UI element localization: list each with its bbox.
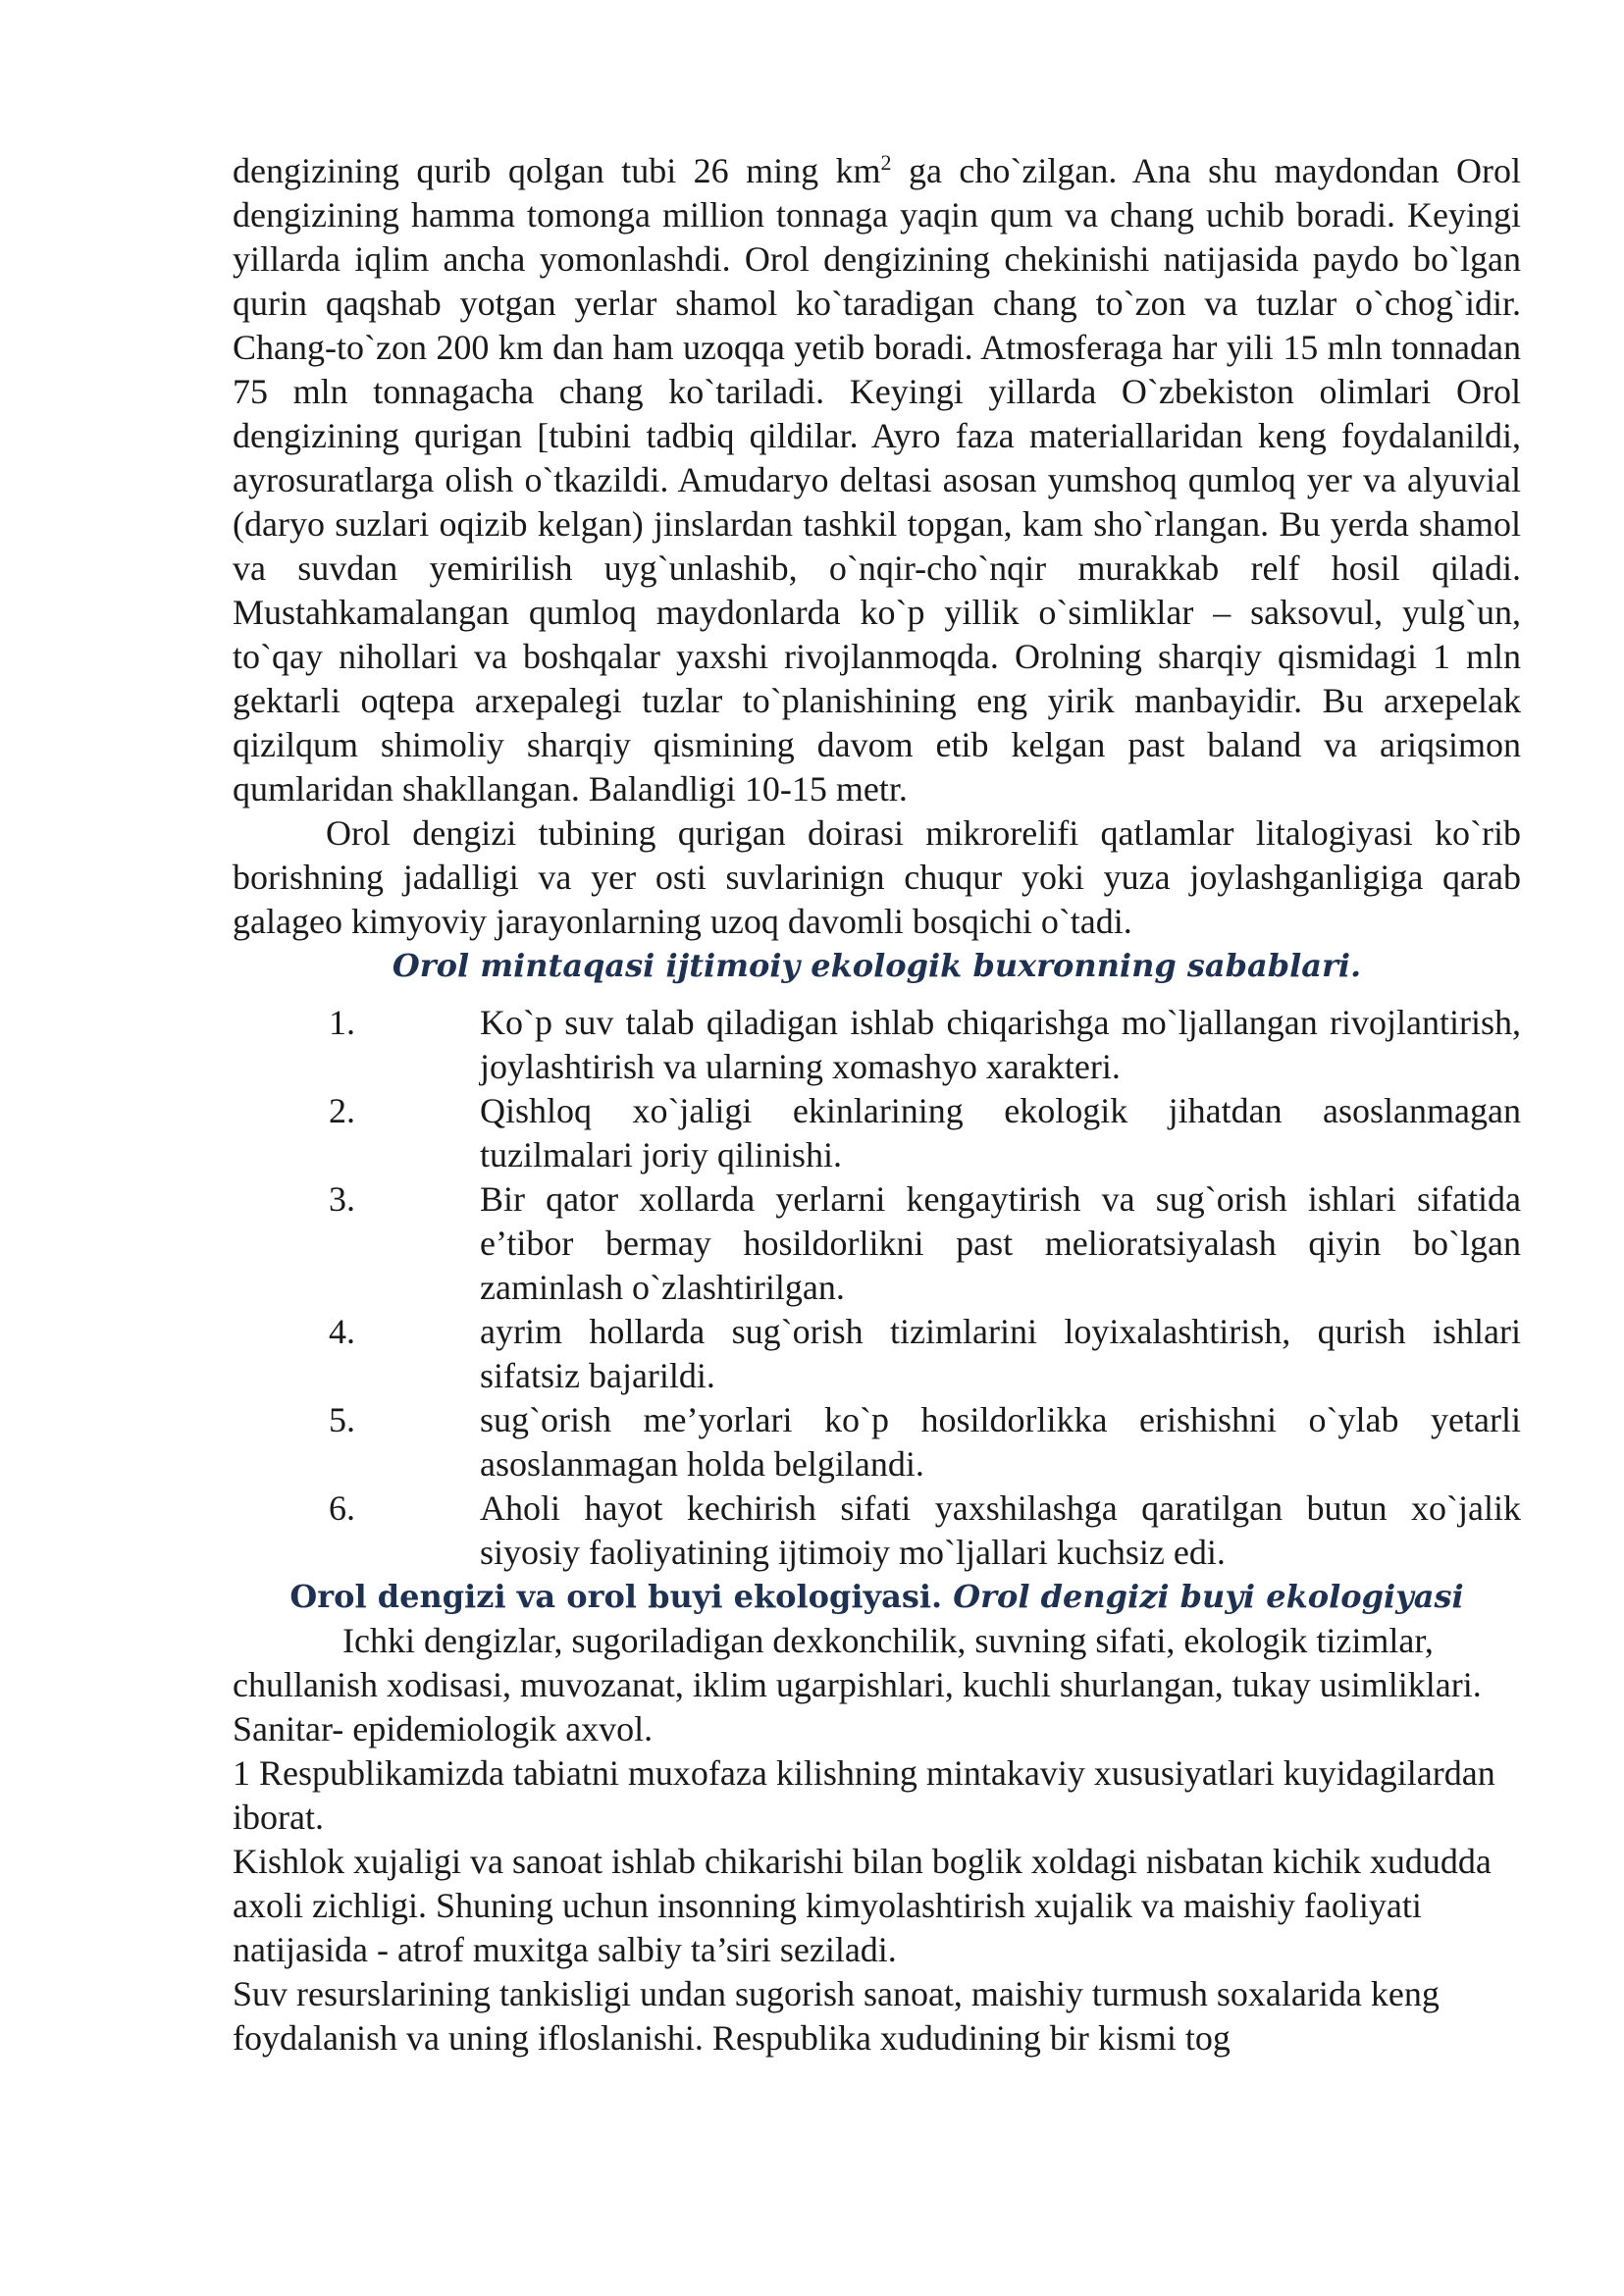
- intro-paragraph: [233, 149, 1521, 811]
- list-text: Ko`p suv talab qiladigan ishlab chiqarishga mo`ljallangan rivojlantirish, joylashtirish va ularning xomashyo xarakteri.: [480, 1003, 1521, 1086]
- paragraph-kishlok: Kishlok xujaligi va sanoat ishlab chikarishi bilan boglik xoldagi nisbatan kichik xududda axoli zichligi. Shuning uchun insonning kimyolashtirish xujalik va maishiy faoliyati natijasida - atrof muxitga salbiy ta’siri seziladi.: [233, 1842, 1492, 1969]
- list-item: [233, 1089, 1521, 1177]
- list-text: ayrim hollarda sug`orish tizimlarini loyixalashtirish, qurish ishlari sifatsiz bajarildi.: [480, 1312, 1521, 1395]
- section-heading-1: Orol mintaqasi ijtimoiy ekologik buxronning sabablari.: [392, 947, 1362, 984]
- list-number: 2.: [329, 1091, 355, 1130]
- list-item: [233, 1177, 1521, 1310]
- list-number: 3.: [329, 1179, 355, 1219]
- list-text: Qishloq xo`jaligi ekinlarining ekologik jihatdan asoslanmagan tuzilmalari joriy qilinishi.: [480, 1091, 1521, 1174]
- heading2-bold: Orol dengizi va orol buyi ekologiyasi.: [289, 1578, 943, 1615]
- paragraph-2: Orol dengizi tubining qurigan doirasi mikrorelifi qatlamlar litalogiyasi ko`rib borishning jadalligi va yer osti suvlarinign chuqur yoki yuza joylashganligiga qarab galageo kimyoviy jarayonlarning uzoq davomli bosqichi o`tadi.: [233, 813, 1521, 941]
- document-page: [233, 149, 1521, 2061]
- intro-text-2: ga cho`zilgan. Ana shu maydondan Orol dengizining hamma tomonga million tonnaga yaqin qum va chang uchib boradi. Keyingi yillarda iqlim ancha yomonlashdi. Orol dengizining chekinishi natijasida paydo bo`lgan qurin qaqshab yotgan yerlar shamol ko`taradigan chang to`zon va tuzlar o`chog`idir. Chang-to`zon 200 km dan ham uzoqqa yetib boradi. Atmosferaga har yili 15 mln tonnadan 75 mln tonnagacha chang ko`tariladi. Keyingi yillarda O`zbekiston olimlari Orol dengizining qurigan [tubini tadbiq qildilar. Ayro faza materiallaridan keng foydalanildi, ayrosuratlarga olish o`tkazildi. Amudaryo deltasi asosan yumshoq qumloq yer va alyuvial (daryo suzlari oqizib kelgan) jinslardan tashkil topgan, kam sho`rlangan. Bu yerda shamol va suvdan yemirilish uyg`unlashib, o`nqir-cho`nqir murakkab relf hosil qiladi. Mustahkamalangan qumloq maydonlarda ko`p yillik o`simliklar – saksovul, yulg`un, to`qay nihollari va boshqalar yaxshi rivojlanmoqda. Orolning sharqiy qismidagi 1 mln gektarli oqtepa arxepalegi tuzlar to`planishining eng yirik manbayidir. Bu arxepelak qizilqum shimoliy sharqiy qismining davom etib kelgan past baland va ariqsimon qumlaridan shakllangan. Balandligi 10-15 metr.: [233, 151, 1521, 809]
- heading2-italic: Orol dengizi buyi ekologiyasi: [942, 1578, 1464, 1615]
- list-item: [233, 1487, 1521, 1575]
- intro-text-1: dengizining qurib qolgan tubi 26 ming km: [233, 151, 881, 190]
- list-text: sug`orish me’yorlari ko`p hosildorlikka erishishni o`ylab yetarli asoslanmagan holda belgilandi.: [480, 1400, 1521, 1484]
- list-number: 4.: [329, 1312, 355, 1351]
- causes-list: [233, 1001, 1521, 1575]
- superscript-2: 2: [880, 150, 892, 175]
- paragraph-suv: Suv resurslarining tankisligi undan sugorish sanoat, maishiy turmush soxalarida keng foydalanish va uning ifloslanishi. Respublika xududining bir kismi tog: [233, 1974, 1440, 2058]
- list-item: [233, 1310, 1521, 1398]
- list-text: Aholi hayot kechirish sifati yaxshilashga qaratilgan butun xo`jalik siyosiy faoliyatining ijtimoiy mo`ljallari kuchsiz edi.: [480, 1488, 1521, 1572]
- paragraph-respublika: 1 Respublikamizda tabiatni muxofaza kilishning mintakaviy xususiyatlari kuyidagilardan iborat.: [233, 1753, 1495, 1837]
- keywords-paragraph: Ichki dengizlar, sugoriladigan dexkonchilik, suvning sifati, ekologik tizimlar, chullanish xodisasi, muvozanat, iklim ugarpishlari, kuchli shurlangan, tukay usimliklari. Sanitar- epidemiologik axvol.: [233, 1621, 1482, 1748]
- section-heading-2: [233, 1575, 1521, 1619]
- list-item: [233, 1001, 1521, 1089]
- list-item: [233, 1398, 1521, 1487]
- list-number: 6.: [329, 1488, 355, 1528]
- list-number: 5.: [329, 1400, 355, 1439]
- list-number: 1.: [329, 1003, 355, 1042]
- list-text: Bir qator xollarda yerlarni kengaytirish va sug`orish ishlari sifatida e’tibor bermay hosildorlikni past melioratsiyalash qiyin bo`lgan zaminlash o`zlashtirilgan.: [480, 1179, 1521, 1307]
